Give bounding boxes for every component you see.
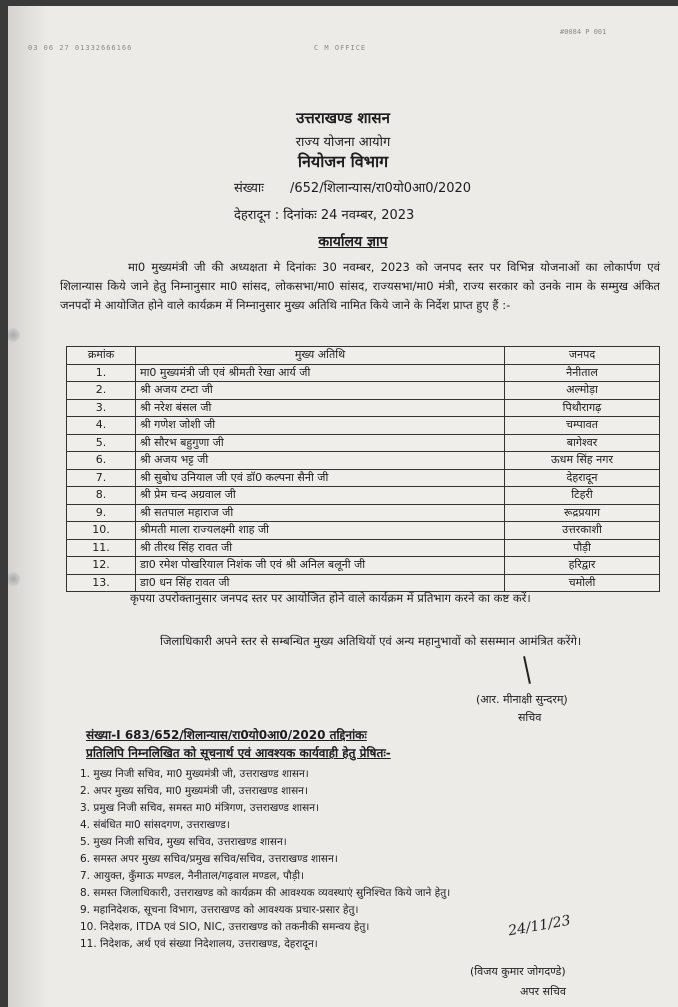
memo-title: कार्यालय ज्ञाप xyxy=(318,234,388,250)
row-guest-cell: श्री सुबोध उनियाल जी एवं डॉ0 कल्पना सैनी जी xyxy=(136,469,505,487)
document-page xyxy=(8,6,678,1007)
list-item: 4. संबंधित मा0 सांसदगण, उत्तराखण्ड। xyxy=(80,819,230,831)
row-district-cell: पौड़ी xyxy=(505,539,660,557)
fax-office-label: C M OFFICE xyxy=(314,44,367,52)
chief-guest-table xyxy=(66,346,660,592)
row-serial-cell: 2. xyxy=(67,382,136,400)
row-district-cell: उत्तरकाशी xyxy=(505,522,660,540)
row-serial-cell: 9. xyxy=(67,504,136,522)
list-item: 8. समस्त जिलाधिकारी, उत्तराखण्ड को कार्यक्रम की आवश्यक व्यवस्थाएं सुनिश्चित किये जाने हेतु। xyxy=(80,887,451,899)
department-heading: नियोजन विभाग xyxy=(297,152,389,171)
row-serial-cell: 11. xyxy=(67,539,136,557)
row-guest-cell: श्री तीरथ सिंह रावत जी xyxy=(136,539,505,557)
list-item: 11. निदेशक, अर्थ एवं संख्या निदेशालय, उत्तराखण्ड, देहरादून। xyxy=(80,938,318,950)
row-guest-cell: श्री नरेश बंसल जी xyxy=(136,399,505,417)
row-serial-cell: 13. xyxy=(67,574,136,592)
commission-heading: राज्य योजना आयोग xyxy=(295,135,391,150)
copy-reference-number: संख्या-I 683/652/शिलान्यास/रा0यो0आ0/2020 तद्दिनांकः xyxy=(86,728,367,742)
row-district-cell: चमोली xyxy=(505,574,660,592)
row-district-cell: बागेश्वर xyxy=(505,434,660,452)
row-serial-cell: 1. xyxy=(67,364,136,382)
fax-page-code: #0084 P 001 xyxy=(560,28,607,36)
list-item: 5. मुख्य निजी सचिव, मुख्य सचिव, उत्तराखण्ड शासन। xyxy=(80,836,287,848)
memo-paragraph-district-magistrates: जिलाधिकारी अपने स्तर से सम्बन्धित मुख्य अतिथियों एवं अन्य महानुभावों को ससम्मान आमंत्रित करेंगे। xyxy=(160,634,582,648)
row-district-cell: टिहरी xyxy=(505,487,660,505)
additional-secretary-title: अपर सचिव xyxy=(520,985,567,998)
row-district-cell: अल्मोड़ा xyxy=(505,382,660,400)
reference-number: /652/शिलान्यास/रा0यो0आ0/2020 xyxy=(290,181,472,196)
row-guest-cell: श्री प्रेम चन्द अग्रवाल जी xyxy=(136,487,505,505)
memo-paragraph-intro: मा0 मुख्यमंत्री जी की अध्यक्षता मे दिनांकः 30 नवम्बर, 2023 को जनपद स्तर पर विभिन्न योजनाओं का लोकार्पण एवं शिलान्यास किये जाने हेतु निम्नानुसार मा0 सांसद, लोकसभा/मा0 सांसद, राज्यसभा/मा0 मंत्री, राज्य सरकार को उनके नाम के सम्मुख अंकित जनपदों मे आयोजित होने वाले कार्यक्रम में निम्नानुसार मुख्य अतिथि नामित किये जाने के निर्देश प्राप्त हुए हैं :- xyxy=(60,260,660,312)
row-serial-cell: 10. xyxy=(67,522,136,540)
list-item: 6. समस्त अपर मुख्य सचिव/प्रमुख सचिव/सचिव, उत्तराखण्ड शासन। xyxy=(80,853,338,865)
table-row xyxy=(67,364,660,382)
row-district-cell: हरिद्वार xyxy=(505,557,660,575)
row-guest-cell: श्री अजय भट्ट जी xyxy=(136,452,505,470)
row-serial-cell: 5. xyxy=(67,434,136,452)
list-item: 9. महानिदेशक, सूचना विभाग, उत्तराखण्ड को आवश्यक प्रचार-प्रसार हेतु। xyxy=(80,904,359,916)
list-item: 10. निदेशक, ITDA एवं SIO, NIC, उत्तराखण्ड को तकनीकी समन्वय हेतु। xyxy=(80,921,370,933)
row-serial-cell: 12. xyxy=(67,557,136,575)
place-date-line: देहरादून : दिनांकः 24 नवम्बर, 2023 xyxy=(234,208,415,223)
column-header-serial: क्रमांक xyxy=(67,347,136,365)
column-header-district: जनपद xyxy=(505,347,660,365)
row-guest-cell: श्री अजय टम्टा जी xyxy=(136,382,505,400)
row-guest-cell: डा0 धन सिंह रावत जी xyxy=(136,574,505,592)
row-guest-cell: श्रीमती माला राज्यलक्ष्मी शाह जी xyxy=(136,522,505,540)
additional-secretary-name: (विजय कुमार जोगदण्डे) xyxy=(470,965,566,978)
government-heading: उत्तराखण्ड शासन xyxy=(296,109,390,127)
copy-recipient-list xyxy=(80,766,450,953)
row-district-cell: नैनीताल xyxy=(505,364,660,382)
table-row xyxy=(67,452,660,470)
column-header-guest: मुख्य अतिथि xyxy=(136,347,505,365)
signature-stroke xyxy=(523,656,531,684)
table-row xyxy=(67,539,660,557)
row-serial-cell: 7. xyxy=(67,469,136,487)
row-district-cell: चम्पावत xyxy=(505,417,660,435)
table-row xyxy=(67,399,660,417)
reference-label: संख्याः xyxy=(234,181,264,196)
row-serial-cell: 6. xyxy=(67,452,136,470)
row-guest-cell: श्री सौरभ बहुगुणा जी xyxy=(136,434,505,452)
list-item: 1. मुख्य निजी सचिव, मा0 मुख्यमंत्री जी, उत्तराखण्ड शासन। xyxy=(80,768,309,780)
secretary-name: (आर. मीनाक्षी सुन्दरम्) xyxy=(476,693,568,706)
fax-transmission-line: 03 06 27 01332666166 xyxy=(28,44,133,52)
row-serial-cell: 4. xyxy=(67,417,136,435)
list-item: 2. अपर मुख्य सचिव, मा0 मुख्यमंत्री जी, उत्तराखण्ड शासन। xyxy=(80,785,308,797)
table-row xyxy=(67,382,660,400)
row-serial-cell: 8. xyxy=(67,487,136,505)
table-row xyxy=(67,417,660,435)
table-row xyxy=(67,487,660,505)
row-guest-cell: श्री सतपाल महाराज जी xyxy=(136,504,505,522)
table-row xyxy=(67,469,660,487)
list-item: 3. प्रमुख निजी सचिव, समस्त मा0 मंत्रिगण, उत्तराखण्ड शासन। xyxy=(80,802,320,814)
table-row xyxy=(67,434,660,452)
table-row xyxy=(67,522,660,540)
row-district-cell: रूद्रप्रयाग xyxy=(505,504,660,522)
handwritten-signature-date: 24/11/23 xyxy=(507,912,572,940)
memo-paragraph-request: कृपया उपरोक्तानुसार जनपद स्तर पर आयोजित होने वाले कार्यक्रम में प्रतिभाग करने का कष्ट करें। xyxy=(130,591,531,605)
table-row xyxy=(67,557,660,575)
table-header-row xyxy=(67,347,660,365)
copy-heading: प्रतिलिपि निम्नलिखित को सूचनार्थ एवं आवश्यक कार्यवाही हेतु प्रेषितः- xyxy=(86,746,391,760)
table-row xyxy=(67,504,660,522)
secretary-title: सचिव xyxy=(518,711,542,724)
row-district-cell: देहरादून xyxy=(505,469,660,487)
list-item: 7. आयुक्त, कुँमाऊ मण्डल, नैनीताल/गढ़वाल मण्डल, पौड़ी। xyxy=(80,870,305,882)
row-guest-cell: मा0 मुख्यमंत्री जी एवं श्रीमती रेखा आर्य जी xyxy=(136,364,505,382)
row-district-cell: ऊधम सिंह नगर xyxy=(505,452,660,470)
row-serial-cell: 3. xyxy=(67,399,136,417)
row-guest-cell: डा0 रमेश पोखरियाल निशंक जी एवं श्री अनिल बलूनी जी xyxy=(136,557,505,575)
row-district-cell: पिथौरागढ़ xyxy=(505,399,660,417)
row-guest-cell: श्री गणेश जोशी जी xyxy=(136,417,505,435)
